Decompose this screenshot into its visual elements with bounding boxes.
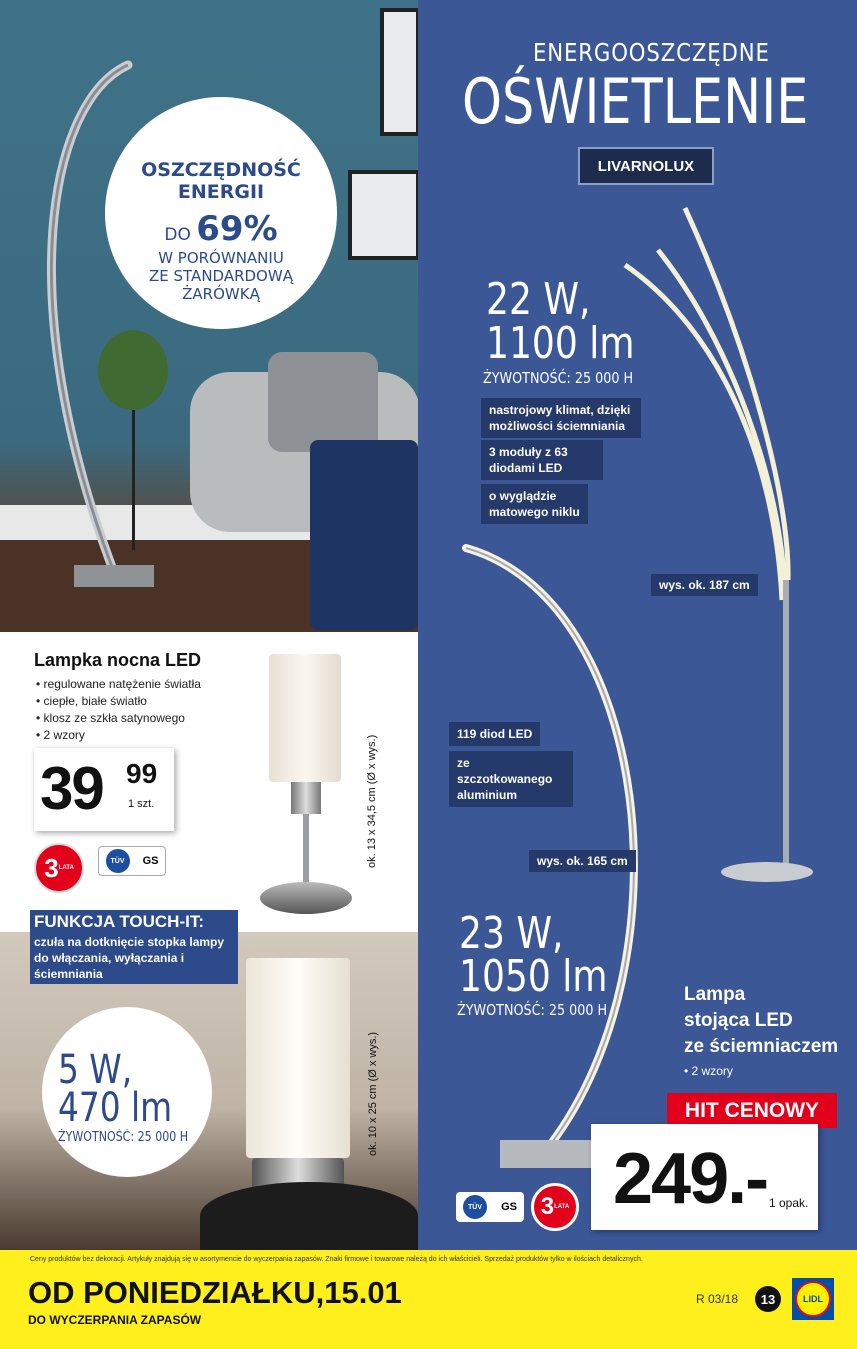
night-dims-text: ok. 13 x 34,5 cm (Ø x wys.) bbox=[366, 734, 378, 868]
photo-lamp-shade bbox=[246, 958, 350, 1158]
footer-until: DO WYCZERPANIA ZAPASÓW bbox=[28, 1313, 202, 1327]
night-bullet: • 2 wzory bbox=[36, 728, 85, 742]
lidl-logo-text: LIDL bbox=[795, 1281, 831, 1317]
hit-badge: HIT CENOWY bbox=[667, 1093, 837, 1128]
night-price-cents: 99 bbox=[126, 758, 158, 789]
lamp1-price-box bbox=[591, 1124, 818, 1230]
lamp1-name-line: ze ściemniaczem bbox=[684, 1036, 839, 1057]
lamp3-tag: o wyglądzie matowego niklu bbox=[481, 484, 588, 524]
night-unit: 1 szt. bbox=[128, 798, 155, 810]
lamp1-variants: • 2 wzory bbox=[684, 1064, 733, 1078]
disclaimer: Ceny produktów bez dekoracji. Artykuły znajdują się w asortymencie do wyczerpania zapasów. Znaki firmowe i towarowe należą do ich właścicieli. Sprzedaż produktów tylko w ilościach detalicznych. bbox=[30, 1256, 643, 1263]
lamp1-height: wys. ok. 165 cm bbox=[529, 850, 636, 872]
tuv-gs-badge bbox=[456, 1192, 524, 1222]
gs-icon: GS bbox=[501, 1201, 517, 1213]
warranty-number: 3 bbox=[44, 852, 59, 883]
night-dims2-text: ok. 10 x 25 cm (Ø x wys.) bbox=[367, 1031, 379, 1156]
badge-do: DO bbox=[164, 225, 191, 245]
lamp1-power: 23 W, bbox=[459, 908, 564, 959]
lamp-base bbox=[260, 882, 352, 914]
lamp1-tag: ze szczotkowanego aluminium bbox=[449, 751, 573, 807]
tuv-gs-badge bbox=[98, 846, 166, 876]
night-bullet: • klosz ze szkła satynowego bbox=[36, 711, 185, 725]
lamp1-tag: 119 diod LED bbox=[449, 722, 540, 746]
lamp3-tag: 3 moduły z 63 diodami LED bbox=[481, 440, 603, 480]
lamp3-lumens: 1100 lm bbox=[486, 318, 635, 369]
lamp-shade bbox=[269, 654, 341, 782]
lidl-logo bbox=[792, 1278, 834, 1320]
night-power: 5 W, bbox=[58, 1047, 133, 1093]
night-bullet: • ciepłe, białe światło bbox=[36, 694, 147, 708]
badge-line-5: ŻARÓWKĄ bbox=[182, 285, 260, 303]
footer-bar bbox=[0, 1250, 857, 1349]
lamp-neck bbox=[291, 782, 321, 814]
lamp1-lumens: 1050 lm bbox=[459, 951, 608, 1002]
badge-line-3: W PORÓWNANIU bbox=[158, 249, 284, 267]
touch-box bbox=[30, 910, 238, 984]
touch-text: czuła na dotknięcie stopka lampy do włączania, wyłączania i ściemniania bbox=[34, 935, 225, 981]
night-price-box bbox=[34, 748, 174, 831]
side-table bbox=[200, 1182, 418, 1250]
lamp1-price: 249.- bbox=[613, 1139, 768, 1219]
page-number: 13 bbox=[755, 1286, 781, 1312]
brand-logo: LIVARNOLUX bbox=[578, 147, 714, 185]
night-bullets bbox=[36, 676, 201, 744]
lamp1-lifetime: ŻYWOTNOŚĆ: 25 000 H bbox=[457, 1001, 608, 1019]
touch-title: FUNKCJA TOUCH-IT: bbox=[34, 912, 204, 931]
energy-saving-badge bbox=[105, 97, 337, 329]
warranty-badge bbox=[34, 843, 84, 893]
lamp3-height: wys. ok. 187 cm bbox=[651, 574, 758, 596]
night-title: Lampka nocna LED bbox=[34, 650, 202, 670]
lamp1-unit: 1 opak. bbox=[769, 1196, 809, 1210]
tuv-icon: TÜV bbox=[106, 849, 130, 873]
gs-icon: GS bbox=[142, 855, 159, 867]
lamp3-lifetime: ŻYWOTNOŚĆ: 25 000 H bbox=[483, 369, 634, 387]
night-bullet: • regulowane natężenie światła bbox=[36, 677, 201, 691]
warranty-word: LATA bbox=[554, 1204, 570, 1210]
lamp3-tag: nastrojowy klimat, dzięki możliwości ściemniania bbox=[481, 398, 641, 438]
night-dims bbox=[360, 712, 382, 872]
badge-line-1: OSZCZĘDNOŚĆ ENERGII bbox=[141, 159, 301, 203]
badge-line-4: ZE STANDARDOWĄ bbox=[149, 267, 293, 285]
lamp1-name-line: stojąca LED bbox=[684, 1010, 793, 1031]
lamp1-name bbox=[684, 982, 838, 1060]
footer-code: R 03/18 bbox=[696, 1292, 739, 1306]
night-price-main: 39 bbox=[40, 755, 103, 822]
badge-percent: 69% bbox=[196, 209, 278, 249]
tuv-icon: TÜV bbox=[463, 1195, 487, 1219]
lamp-stem bbox=[303, 814, 309, 884]
night-lifetime: ŻYWOTNOŚĆ: 25 000 H bbox=[58, 1130, 189, 1145]
header-big: OŚWIETLENIE bbox=[462, 65, 809, 138]
warranty-number: 3 bbox=[540, 1193, 555, 1220]
warranty-word: LATA bbox=[58, 865, 74, 871]
warranty-badge bbox=[531, 1183, 579, 1231]
night-lumens: 470 lm bbox=[58, 1085, 173, 1131]
lamp1-name-line: Lampa bbox=[684, 984, 746, 1005]
night-dims2 bbox=[360, 995, 382, 1165]
footer-date: OD PONIEDZIAŁKU,15.01 bbox=[28, 1275, 402, 1310]
header-small: ENERGOOSZCZĘDNE bbox=[533, 38, 770, 67]
lamp3-power: 22 W, bbox=[486, 274, 591, 325]
